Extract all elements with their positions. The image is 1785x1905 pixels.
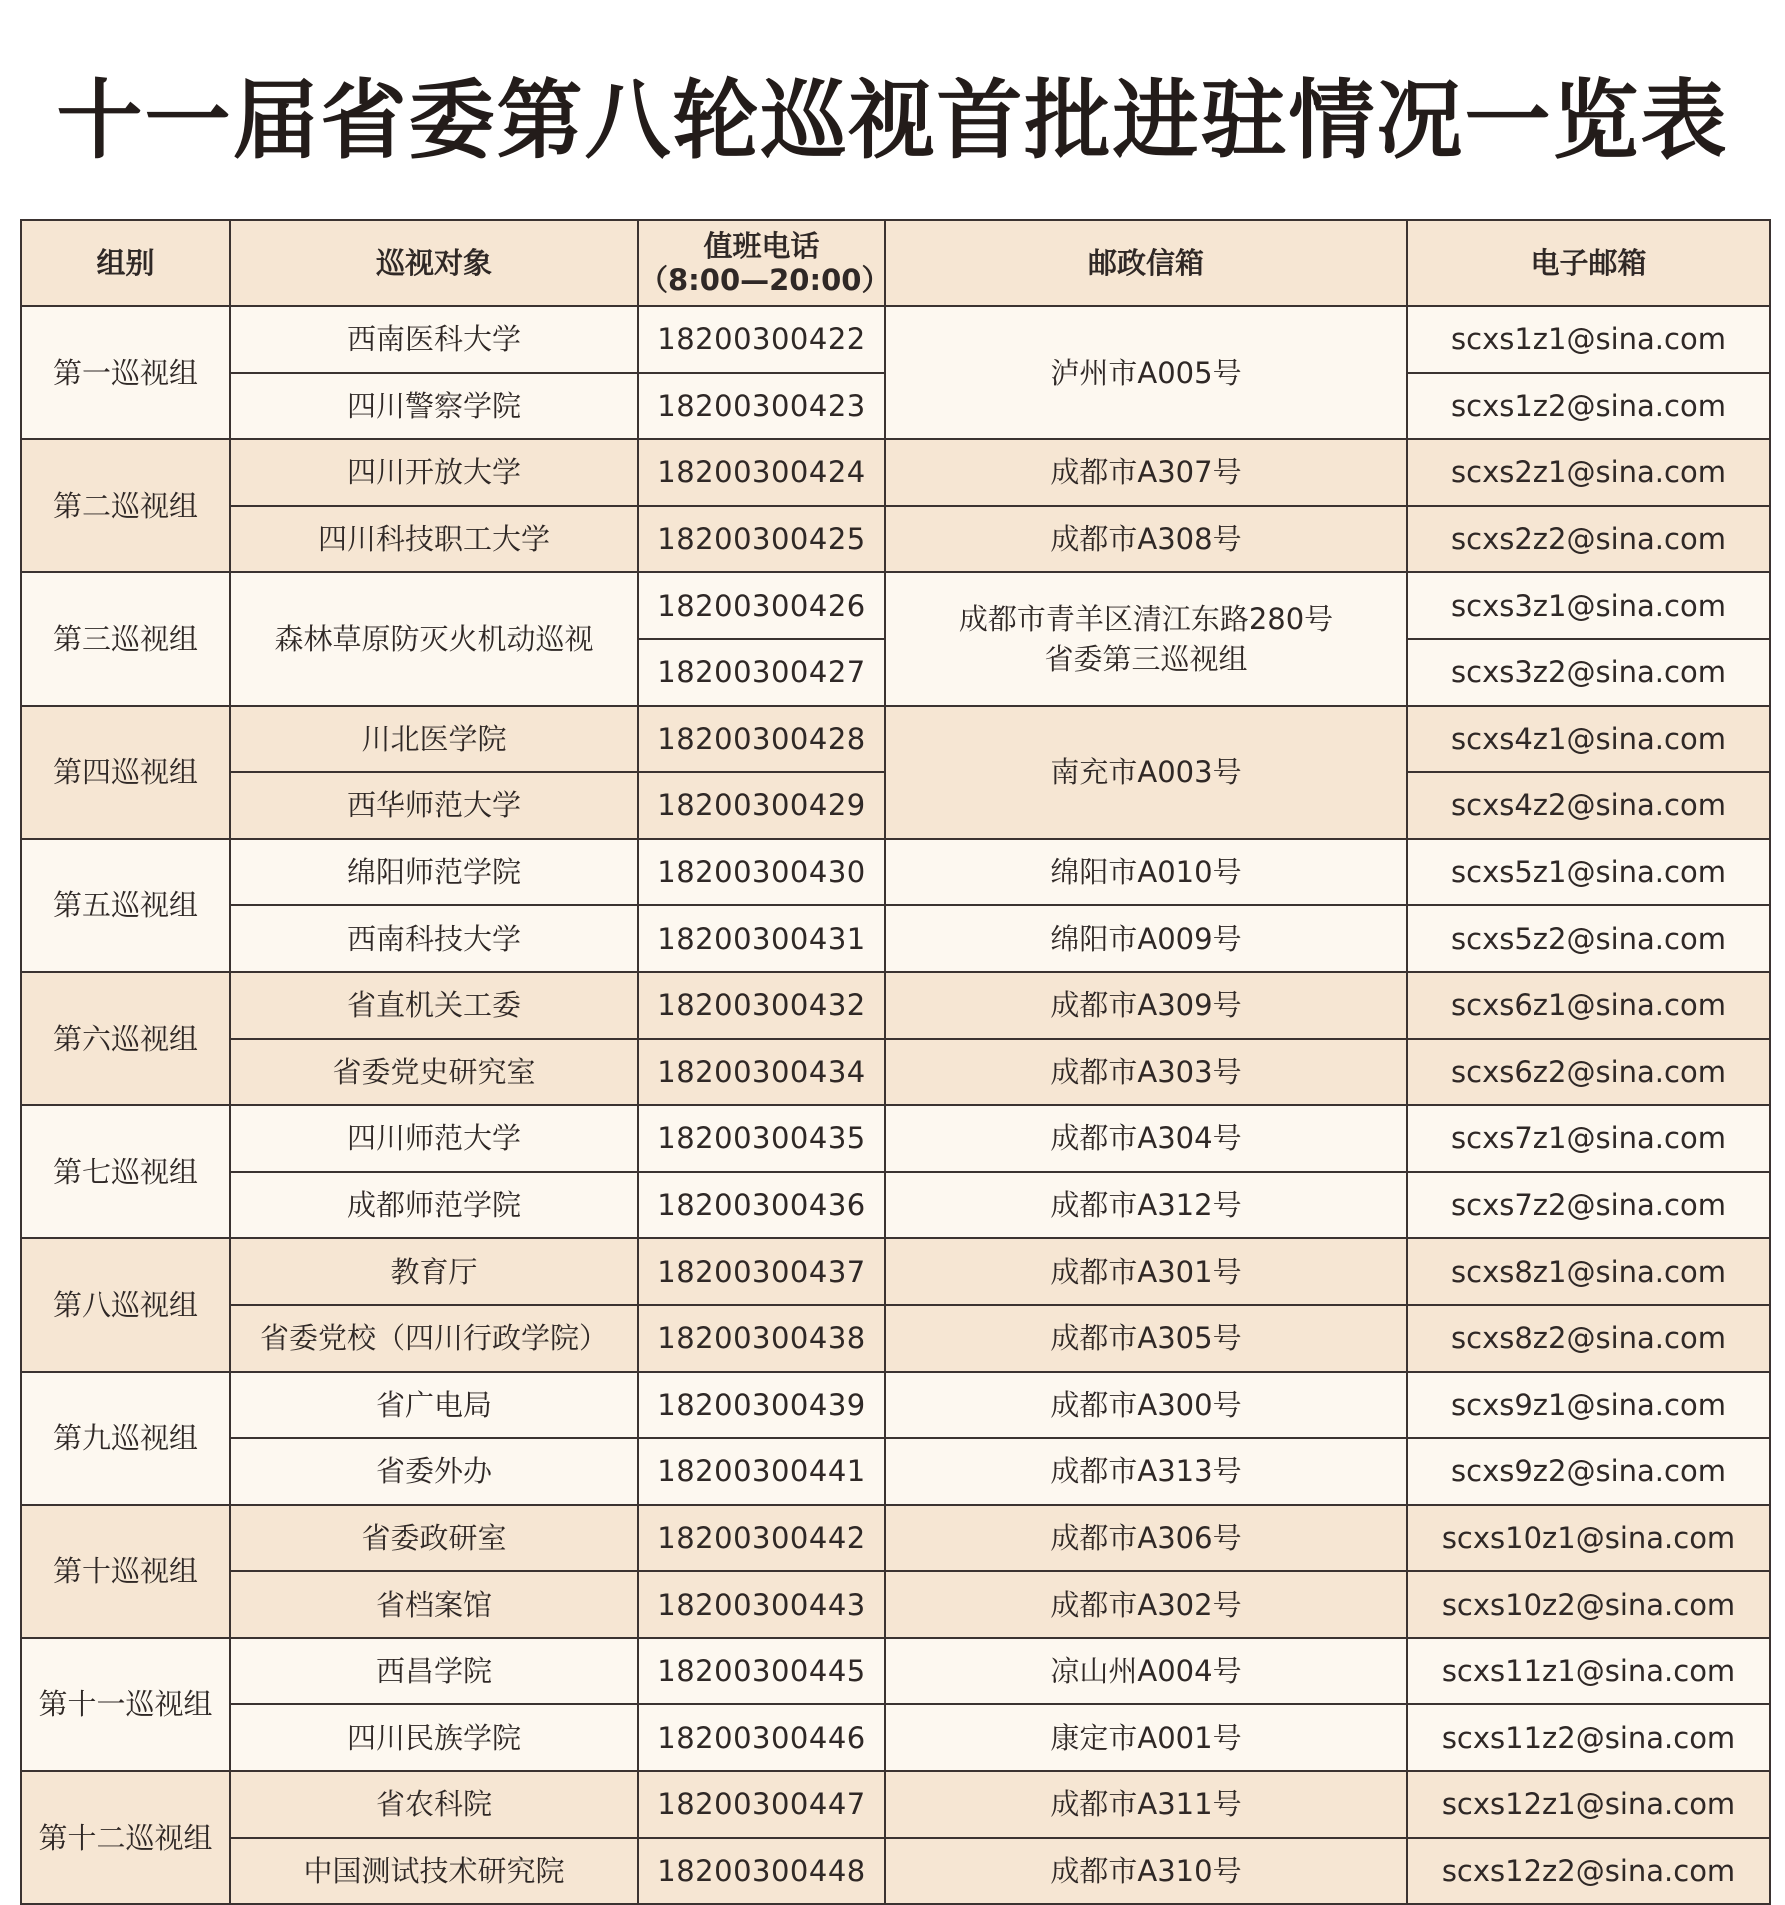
phone-cell: 18200300442 xyxy=(638,1505,885,1572)
mailbox-cell: 成都市A310号 xyxy=(885,1838,1407,1905)
email-cell[interactable]: scxs10z2@sina.com xyxy=(1407,1571,1770,1638)
email-cell[interactable]: scxs11z2@sina.com xyxy=(1407,1704,1770,1771)
group-name: 第四巡视组 xyxy=(21,706,230,839)
email-cell[interactable]: scxs9z2@sina.com xyxy=(1407,1438,1770,1505)
phone-cell: 18200300430 xyxy=(638,839,885,906)
group-name: 第十二巡视组 xyxy=(21,1771,230,1904)
target-cell: 省广电局 xyxy=(230,1372,638,1439)
phone-cell: 18200300427 xyxy=(638,639,885,706)
phone-cell: 18200300447 xyxy=(638,1771,885,1838)
table-row xyxy=(21,306,1770,373)
mailbox-cell: 成都市A304号 xyxy=(885,1105,1407,1172)
phone-cell: 18200300441 xyxy=(638,1438,885,1505)
header-group: 组别 xyxy=(21,220,230,306)
table-row xyxy=(21,1505,1770,1572)
phone-cell: 18200300446 xyxy=(638,1704,885,1771)
phone-cell: 18200300431 xyxy=(638,905,885,972)
table-row xyxy=(21,1105,1770,1172)
group-name: 第一巡视组 xyxy=(21,306,230,439)
table-row xyxy=(21,439,1770,506)
target-cell: 省委党校（四川行政学院） xyxy=(230,1305,638,1372)
target-cell: 省农科院 xyxy=(230,1771,638,1838)
mailbox-cell: 成都市A313号 xyxy=(885,1438,1407,1505)
header-phone-label: 值班电话 xyxy=(703,229,820,263)
mailbox-cell: 成都市A308号 xyxy=(885,506,1407,573)
mailbox-cell: 成都市A312号 xyxy=(885,1172,1407,1239)
table-row xyxy=(21,1571,1770,1638)
mailbox-cell: 成都市A300号 xyxy=(885,1372,1407,1439)
mailbox-cell: 成都市A305号 xyxy=(885,1305,1407,1372)
email-cell[interactable]: scxs7z2@sina.com xyxy=(1407,1172,1770,1239)
email-cell[interactable]: scxs10z1@sina.com xyxy=(1407,1505,1770,1572)
table-row xyxy=(21,905,1770,972)
email-cell[interactable]: scxs2z2@sina.com xyxy=(1407,506,1770,573)
phone-cell: 18200300439 xyxy=(638,1372,885,1439)
email-cell[interactable]: scxs3z1@sina.com xyxy=(1407,572,1770,639)
mailbox-cell: 成都市A306号 xyxy=(885,1505,1407,1572)
table-row xyxy=(21,1305,1770,1372)
target-cell: 成都师范学院 xyxy=(230,1172,638,1239)
phone-cell: 18200300424 xyxy=(638,439,885,506)
table-header-row xyxy=(21,220,1770,306)
group-name: 第五巡视组 xyxy=(21,839,230,972)
phone-cell: 18200300437 xyxy=(638,1238,885,1305)
target-cell: 中国测试技术研究院 xyxy=(230,1838,638,1905)
group-name: 第八巡视组 xyxy=(21,1238,230,1371)
table-row xyxy=(21,506,1770,573)
phone-cell: 18200300425 xyxy=(638,506,885,573)
target-cell: 森林草原防灭火机动巡视 xyxy=(230,572,638,705)
target-cell: 省委政研室 xyxy=(230,1505,638,1572)
target-cell: 绵阳师范学院 xyxy=(230,839,638,906)
phone-cell: 18200300438 xyxy=(638,1305,885,1372)
email-cell[interactable]: scxs6z2@sina.com xyxy=(1407,1039,1770,1106)
target-cell: 四川开放大学 xyxy=(230,439,638,506)
target-cell: 西昌学院 xyxy=(230,1638,638,1705)
email-cell[interactable]: scxs1z1@sina.com xyxy=(1407,306,1770,373)
email-cell[interactable]: scxs11z1@sina.com xyxy=(1407,1638,1770,1705)
group-name: 第十巡视组 xyxy=(21,1505,230,1638)
mailbox-address-line: 成都市青羊区清江东路280号 xyxy=(958,601,1334,636)
table-row xyxy=(21,1238,1770,1305)
table-row xyxy=(21,1438,1770,1505)
table-row xyxy=(21,1638,1770,1705)
table-row xyxy=(21,572,1770,639)
email-cell[interactable]: scxs3z2@sina.com xyxy=(1407,639,1770,706)
group-name: 第九巡视组 xyxy=(21,1372,230,1505)
table-row xyxy=(21,1372,1770,1439)
mailbox-recipient-line: 省委第三巡视组 xyxy=(1044,641,1248,676)
phone-cell: 18200300432 xyxy=(638,972,885,1039)
email-cell[interactable]: scxs12z2@sina.com xyxy=(1407,1838,1770,1905)
email-cell[interactable]: scxs9z1@sina.com xyxy=(1407,1372,1770,1439)
phone-cell: 18200300426 xyxy=(638,572,885,639)
table-row xyxy=(21,1838,1770,1905)
phone-cell: 18200300448 xyxy=(638,1838,885,1905)
phone-cell: 18200300434 xyxy=(638,1039,885,1106)
table-row xyxy=(21,839,1770,906)
table-row xyxy=(21,972,1770,1039)
phone-cell: 18200300423 xyxy=(638,373,885,440)
mailbox-cell: 成都市A301号 xyxy=(885,1238,1407,1305)
table-row xyxy=(21,1704,1770,1771)
mailbox-cell: 南充市A003号 xyxy=(885,706,1407,839)
mailbox-cell: 成都市A303号 xyxy=(885,1039,1407,1106)
phone-cell: 18200300436 xyxy=(638,1172,885,1239)
group-name: 第十一巡视组 xyxy=(21,1638,230,1771)
target-cell: 省直机关工委 xyxy=(230,972,638,1039)
header-mailbox: 邮政信箱 xyxy=(885,220,1407,306)
header-target: 巡视对象 xyxy=(230,220,638,306)
mailbox-cell: 凉山州A004号 xyxy=(885,1638,1407,1705)
mailbox-cell xyxy=(885,572,1407,705)
group-name: 第七巡视组 xyxy=(21,1105,230,1238)
header-phone xyxy=(638,220,891,306)
table-row xyxy=(21,1172,1770,1239)
phone-cell: 18200300435 xyxy=(638,1105,885,1172)
target-cell: 四川科技职工大学 xyxy=(230,506,638,573)
email-cell[interactable]: scxs1z2@sina.com xyxy=(1407,373,1770,440)
mailbox-cell: 成都市A311号 xyxy=(885,1771,1407,1838)
mailbox-cell: 康定市A001号 xyxy=(885,1704,1407,1771)
email-cell[interactable]: scxs4z1@sina.com xyxy=(1407,706,1770,773)
phone-cell: 18200300422 xyxy=(638,306,885,373)
mailbox-cell: 泸州市A005号 xyxy=(885,306,1407,439)
inspection-table xyxy=(20,219,1771,1905)
phone-cell: 18200300429 xyxy=(638,772,885,839)
group-name: 第六巡视组 xyxy=(21,972,230,1105)
email-cell[interactable]: scxs6z1@sina.com xyxy=(1407,972,1770,1039)
target-cell: 西南科技大学 xyxy=(230,905,638,972)
email-cell[interactable]: scxs7z1@sina.com xyxy=(1407,1105,1770,1172)
phone-cell: 18200300443 xyxy=(638,1571,885,1638)
target-cell: 省档案馆 xyxy=(230,1571,638,1638)
target-cell: 省委党史研究室 xyxy=(230,1039,638,1106)
target-cell: 川北医学院 xyxy=(230,706,638,773)
group-name: 第二巡视组 xyxy=(21,439,230,572)
group-name: 第三巡视组 xyxy=(21,572,230,705)
page-title: 十一届省委第八轮巡视首批进驻情况一览表 xyxy=(56,71,1729,171)
target-cell: 四川警察学院 xyxy=(230,373,638,440)
email-cell[interactable]: scxs8z1@sina.com xyxy=(1407,1238,1770,1305)
target-cell: 四川民族学院 xyxy=(230,1704,638,1771)
header-phone-hours: （8:00—20:00） xyxy=(639,263,891,297)
table-row xyxy=(21,1039,1770,1106)
email-cell[interactable]: scxs4z2@sina.com xyxy=(1407,772,1770,839)
email-cell[interactable]: scxs8z2@sina.com xyxy=(1407,1305,1770,1372)
mailbox-cell: 成都市A307号 xyxy=(885,439,1407,506)
target-cell: 教育厅 xyxy=(230,1238,638,1305)
email-cell[interactable]: scxs5z1@sina.com xyxy=(1407,839,1770,906)
target-cell: 西南医科大学 xyxy=(230,306,638,373)
phone-cell: 18200300445 xyxy=(638,1638,885,1705)
target-cell: 省委外办 xyxy=(230,1438,638,1505)
target-cell: 西华师范大学 xyxy=(230,772,638,839)
mailbox-cell: 绵阳市A009号 xyxy=(885,905,1407,972)
table-row xyxy=(21,706,1770,773)
email-cell[interactable]: scxs2z1@sina.com xyxy=(1407,439,1770,506)
mailbox-cell: 成都市A302号 xyxy=(885,1571,1407,1638)
email-cell[interactable]: scxs5z2@sina.com xyxy=(1407,905,1770,972)
mailbox-cell: 绵阳市A010号 xyxy=(885,839,1407,906)
header-email: 电子邮箱 xyxy=(1407,220,1770,306)
mailbox-cell: 成都市A309号 xyxy=(885,972,1407,1039)
phone-cell: 18200300428 xyxy=(638,706,885,773)
email-cell[interactable]: scxs12z1@sina.com xyxy=(1407,1771,1770,1838)
table-row xyxy=(21,1771,1770,1838)
target-cell: 四川师范大学 xyxy=(230,1105,638,1172)
